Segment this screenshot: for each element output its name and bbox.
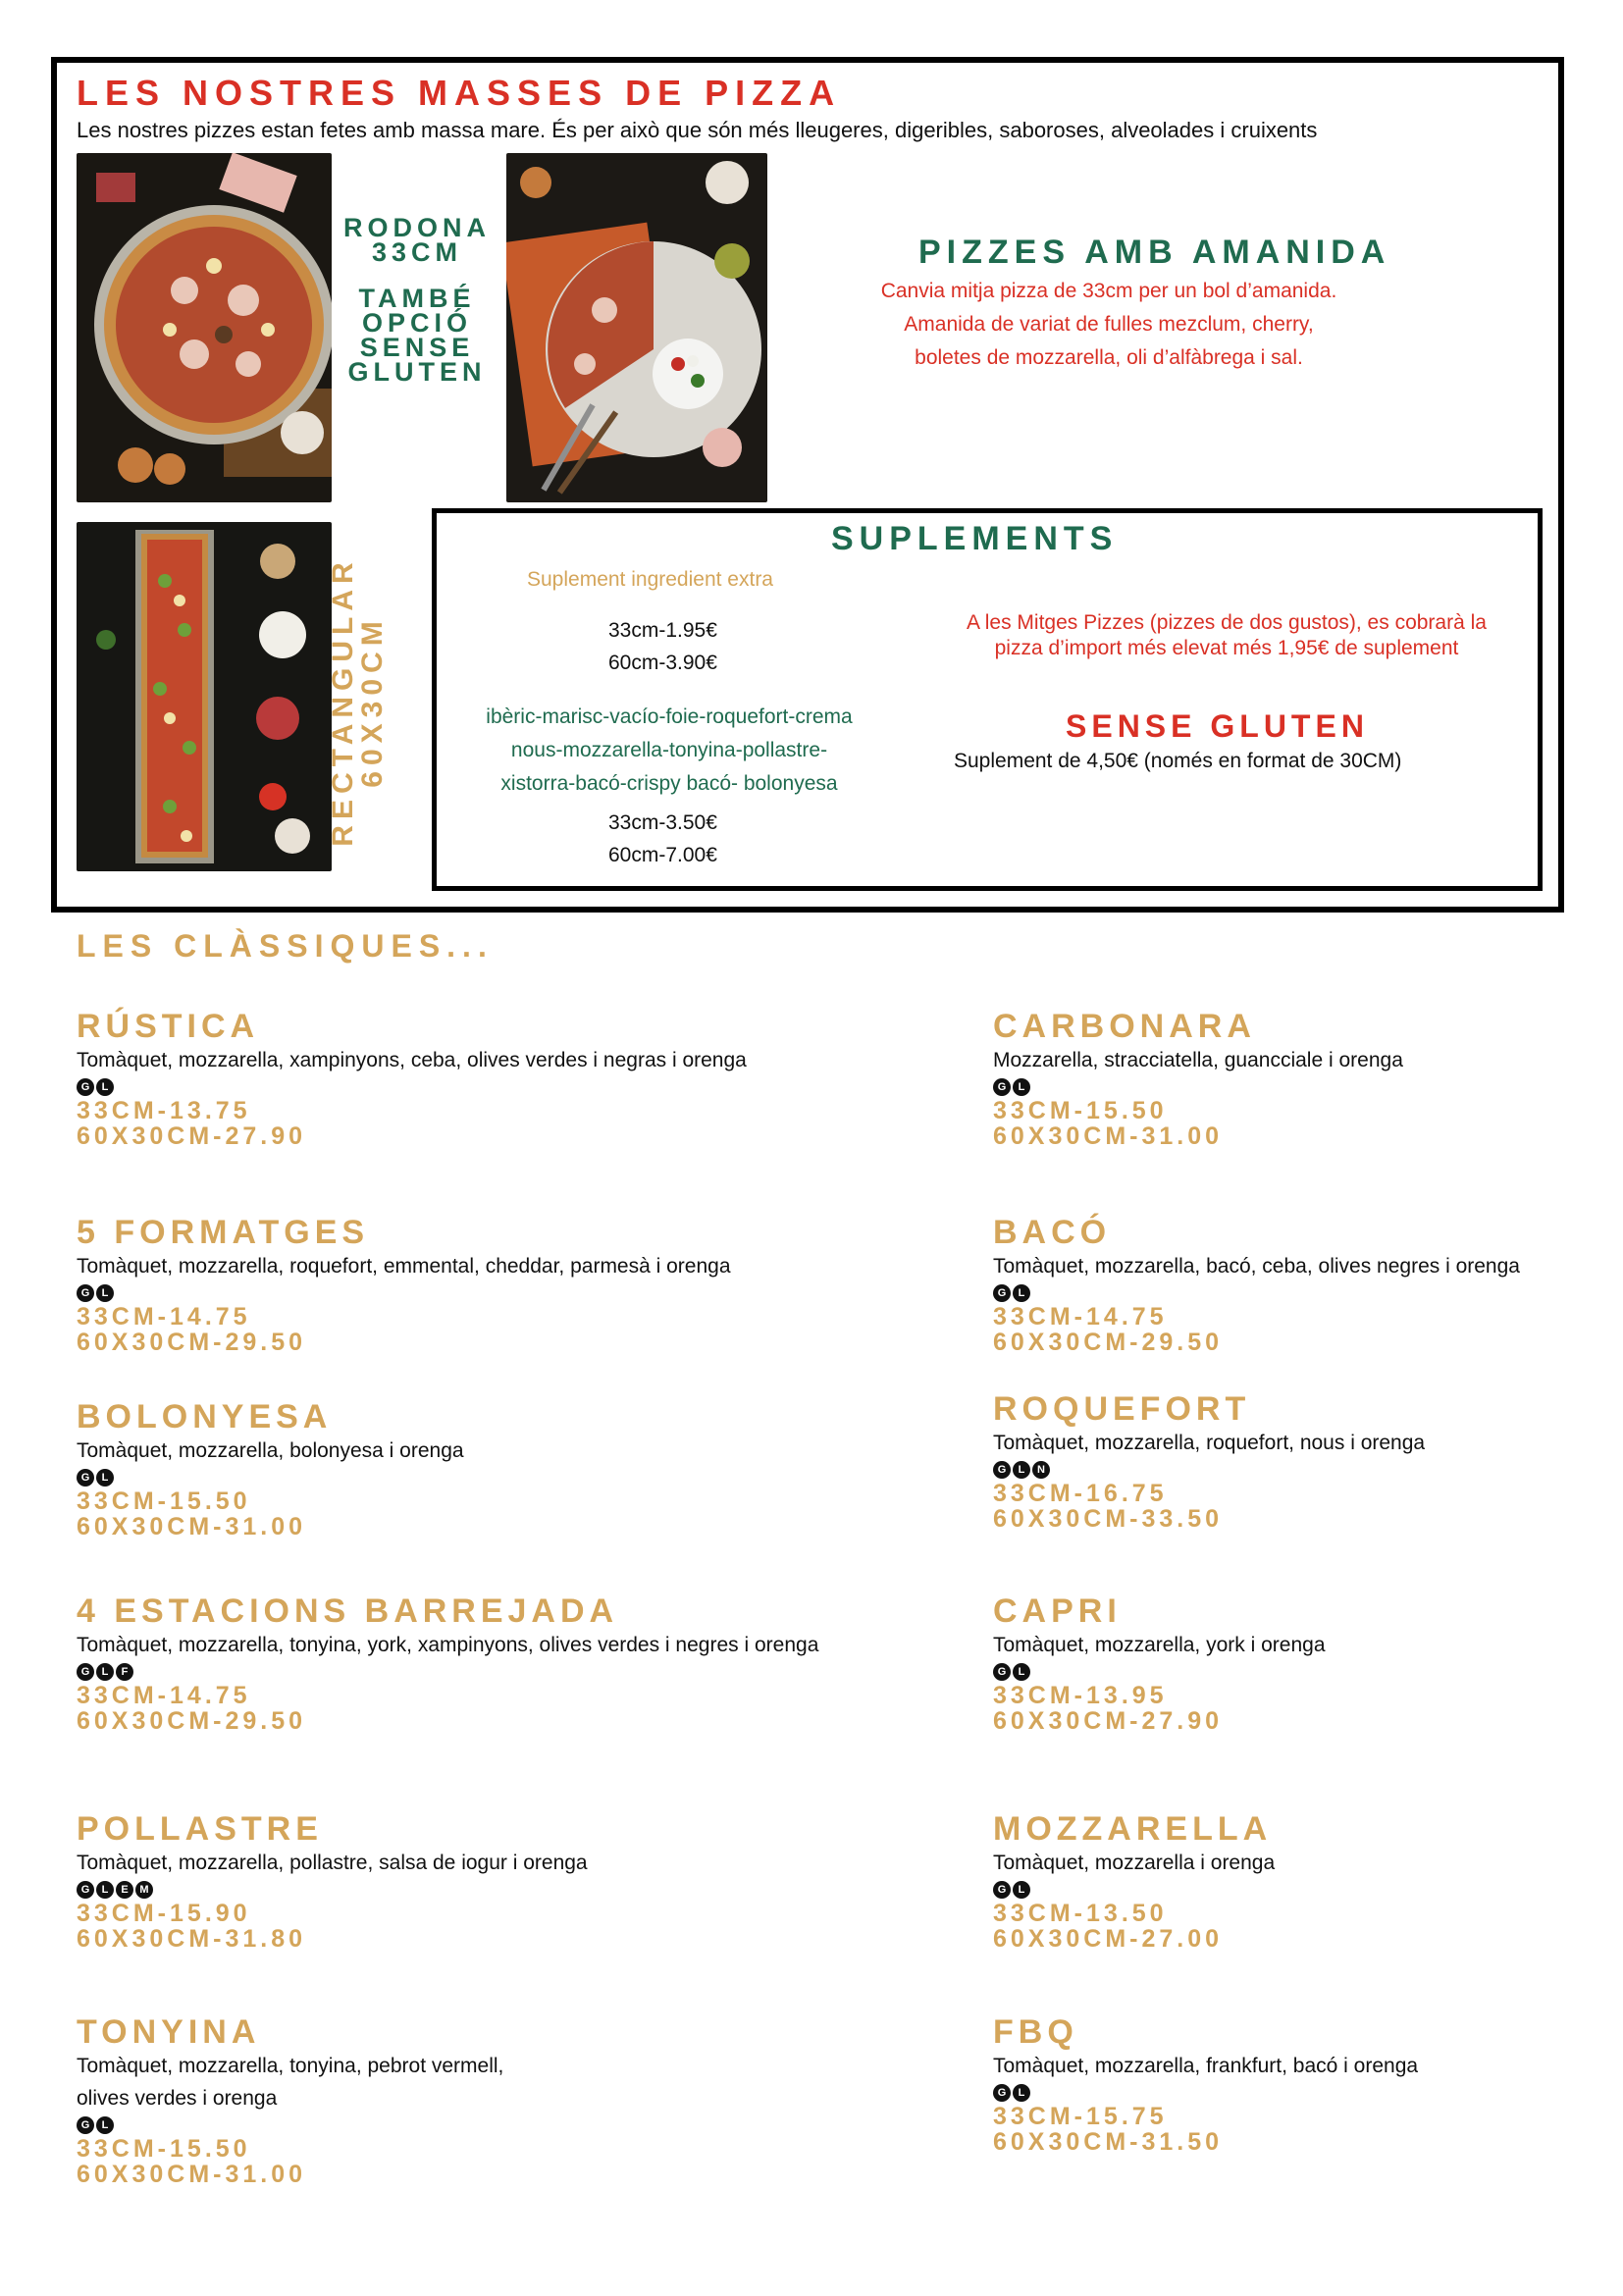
masses-title: LES NOSTRES MASSES DE PIZZA [77,73,842,113]
menu-item-rustica [77,1009,960,1149]
pizza-description: Tomàquet, mozzarella, xampinyons, ceba, olives verdes i negras i orenga [77,1049,747,1071]
allergen-icons [993,1284,1601,1304]
menu-item-roquefort [993,1391,1601,1532]
pizza-description: Tomàquet, mozzarella, bacó, ceba, olives negres i orenga [993,1255,1520,1278]
price-33cm: 33CM-14.75 [77,1303,251,1331]
suplements-title: SUPLEMENTS [831,520,1119,557]
menu-item-baco [993,1215,1601,1355]
pizza-description: Tomàquet, mozzarella, york i orenga [993,1634,1326,1656]
pizza-description-line2: olives verdes i orenga [77,2087,278,2110]
pizza-description: Tomàquet, mozzarella, roquefort, nous i orenga [993,1432,1426,1454]
gluten-icon: G [993,1461,1011,1479]
pizza-description: Mozzarella, stracciatella, guancciale i orenga [993,1049,1403,1071]
price-33cm: 33CM-16.75 [993,1480,1168,1507]
pizza-name: BOLONYESA [77,1398,333,1435]
price-33cm: 33CM-15.90 [77,1900,251,1927]
price-33cm: 33CM-15.50 [993,1097,1168,1124]
gluten-text: Suplement de 4,50€ (només en format de 30CM) [954,750,1402,772]
menu-item-carbonara [993,1009,1601,1149]
lactose-icon: L [1013,1284,1030,1302]
premium-line2: nous-mozzarella-tonyina-pollastre- [510,739,828,761]
amanida-line1: Canvia mitja pizza de 33cm per un bol d’amanida. [880,280,1337,302]
gluten-icon: G [993,1284,1011,1302]
fish-icon: F [116,1663,133,1681]
pizza-name: CAPRI [993,1592,1122,1630]
salad-pizza-photo [506,153,767,502]
lactose-icon: L [1013,1461,1030,1479]
price-33cm: 33CM-13.95 [993,1682,1168,1709]
rodona-line1: RODONA [343,213,491,242]
price-60x30cm: 60X30CM-27.90 [993,1707,1224,1735]
mitges-note [922,610,1531,661]
price-33cm: 33CM-15.50 [77,2135,251,2163]
gluten-icon: G [77,1078,94,1096]
gluten-icon: G [77,2116,94,2134]
rodona-line3: TAMBÉ [358,284,476,313]
pizza-name: 4 ESTACIONS BARREJADA [77,1592,619,1630]
menu-item-4-estacions [77,1593,960,1734]
lactose-icon: L [1013,1078,1030,1096]
price-60x30cm: 60X30CM-27.90 [77,1122,307,1150]
price-33cm: 33CM-13.75 [77,1097,251,1124]
pizza-name: FBQ [993,2013,1078,2051]
price-60x30cm: 60X30CM-31.00 [77,1513,307,1540]
amanida-line2: Amanida de variat de fulles mezclum, cherry, [904,313,1314,336]
rodona-line6: GLUTEN [347,357,487,387]
premium-line3: xistorra-bacó-crispy bacó- bolonyesa [500,772,838,795]
price-33cm: 33CM-14.75 [993,1303,1168,1331]
price-33cm: 33CM-15.75 [993,2103,1168,2130]
lactose-icon: L [96,1078,114,1096]
gluten-icon: G [993,2084,1011,2102]
suplement-extra-label: Suplement ingredient extra [527,568,773,591]
pizza-description: Tomàquet, mozzarella, tonyina, pebrot vermell, [77,2055,504,2077]
price-60x30cm: 60X30CM-31.00 [993,1122,1224,1150]
classics-title: LES CLÀSSIQUES... [77,928,494,964]
gluten-icon: G [77,1284,94,1302]
menu-item-pollastre [77,1811,960,1952]
menu-item-fbq [993,2014,1601,2155]
amanida-line3: boletes de mozzarella, oli d’alfàbrega i sal. [915,346,1303,369]
lactose-icon: L [96,1663,114,1681]
pizza-description: Tomàquet, mozzarella i orenga [993,1852,1276,1874]
menu-item-tonyina [77,2014,960,2187]
price-60x30cm: 60X30CM-33.50 [993,1505,1224,1533]
lactose-icon: L [96,1469,114,1487]
lactose-icon: L [96,1284,114,1302]
allergen-icons [77,1078,960,1098]
pizza-name: TONYINA [77,2013,261,2051]
rodona-line5: SENSE [359,333,475,362]
gluten-icon: G [77,1881,94,1899]
suplement-price-60: 60cm-3.90€ [608,652,717,674]
pizza-description: Tomàquet, mozzarella, bolonyesa i orenga [77,1439,464,1462]
rodona-label [334,213,500,387]
allergen-icons [993,2084,1601,2104]
premium-price-60: 60cm-7.00€ [608,844,717,866]
gluten-icon: G [77,1469,94,1487]
gluten-icon: G [993,1881,1011,1899]
pizza-name: ROQUEFORT [993,1390,1251,1428]
gluten-title: SENSE GLUTEN [1066,708,1369,744]
gluten-icon: G [77,1663,94,1681]
allergen-icons [77,1663,960,1683]
nuts-icon: N [1032,1461,1050,1479]
gluten-icon: G [993,1078,1011,1096]
pizza-description: Tomàquet, mozzarella, pollastre, salsa de iogur i orenga [77,1852,588,1874]
rectangular-line1: RECTANGULAR [327,556,359,847]
suplement-price-33: 33cm-1.95€ [608,619,717,642]
mitges-line1: A les Mitges Pizzes (pizzes de dos gustos), es cobrarà la [967,611,1487,634]
allergen-icons [993,1078,1601,1098]
amanida-description [864,275,1354,375]
premium-ingredients [444,701,895,801]
lactose-icon: L [96,2116,114,2134]
price-60x30cm: 60X30CM-31.80 [77,1925,307,1953]
pizza-name: BACÓ [993,1214,1112,1251]
price-33cm: 33CM-15.50 [77,1487,251,1515]
amanida-title: PIZZES AMB AMANIDA [918,234,1391,271]
pizza-name: MOZZARELLA [993,1810,1273,1848]
masses-intro: Les nostres pizzes estan fetes amb massa mare. És per això que són més lleugeres, digeribles, saboroses, alveolades i cruixents [77,118,1318,142]
price-60x30cm: 60X30CM-29.50 [993,1329,1224,1356]
allergen-icons [77,2116,960,2136]
pizza-description: Tomàquet, mozzarella, tonyina, york, xampinyons, olives verdes i negres i orenga [77,1634,819,1656]
price-33cm: 33CM-13.50 [993,1900,1168,1927]
pizza-name: RÚSTICA [77,1008,260,1045]
menu-item-capri [993,1593,1601,1734]
menu-item-bolonyesa [77,1399,960,1539]
lactose-icon: L [1013,1663,1030,1681]
lactose-icon: L [96,1881,114,1899]
pizza-name: CARBONARA [993,1008,1256,1045]
pizza-name: POLLASTRE [77,1810,323,1848]
gluten-icon: G [993,1663,1011,1681]
allergen-icons [77,1284,960,1304]
lactose-icon: L [1013,1881,1030,1899]
price-60x30cm: 60X30CM-31.50 [993,2128,1224,2156]
price-33cm: 33CM-14.75 [77,1682,251,1709]
mustard-icon: M [135,1881,153,1899]
price-60x30cm: 60X30CM-29.50 [77,1707,307,1735]
premium-price-33: 33cm-3.50€ [608,811,717,834]
premium-line1: ibèric-marisc-vacío-foie-roquefort-crema [486,705,853,728]
egg-icon: E [116,1881,133,1899]
menu-item-mozzarella [993,1811,1601,1952]
rectangular-pizza-photo [77,522,332,871]
lactose-icon: L [1013,2084,1030,2102]
rectangular-line2: 60X30CM [356,615,389,788]
allergen-icons [993,1461,1601,1481]
allergen-icons [77,1881,960,1901]
suplements-box [432,508,1543,891]
allergen-icons [77,1469,960,1488]
menu-item-5-formatges [77,1215,960,1355]
allergen-icons [993,1881,1601,1901]
rectangular-label [329,545,397,859]
price-60x30cm: 60X30CM-29.50 [77,1329,307,1356]
price-60x30cm: 60X30CM-27.00 [993,1925,1224,1953]
pizza-description: Tomàquet, mozzarella, roquefort, emmental, cheddar, parmesà i orenga [77,1255,731,1278]
pizza-description: Tomàquet, mozzarella, frankfurt, bacó i orenga [993,2055,1419,2077]
round-pizza-photo [77,153,332,502]
pizza-name: 5 FORMATGES [77,1214,370,1251]
rodona-line2: 33CM [371,237,463,267]
allergen-icons [993,1663,1601,1683]
mitges-line2: pizza d’import més elevat més 1,95€ de suplement [994,637,1459,659]
rodona-line4: OPCIÓ [361,308,472,338]
price-60x30cm: 60X30CM-31.00 [77,2161,307,2188]
